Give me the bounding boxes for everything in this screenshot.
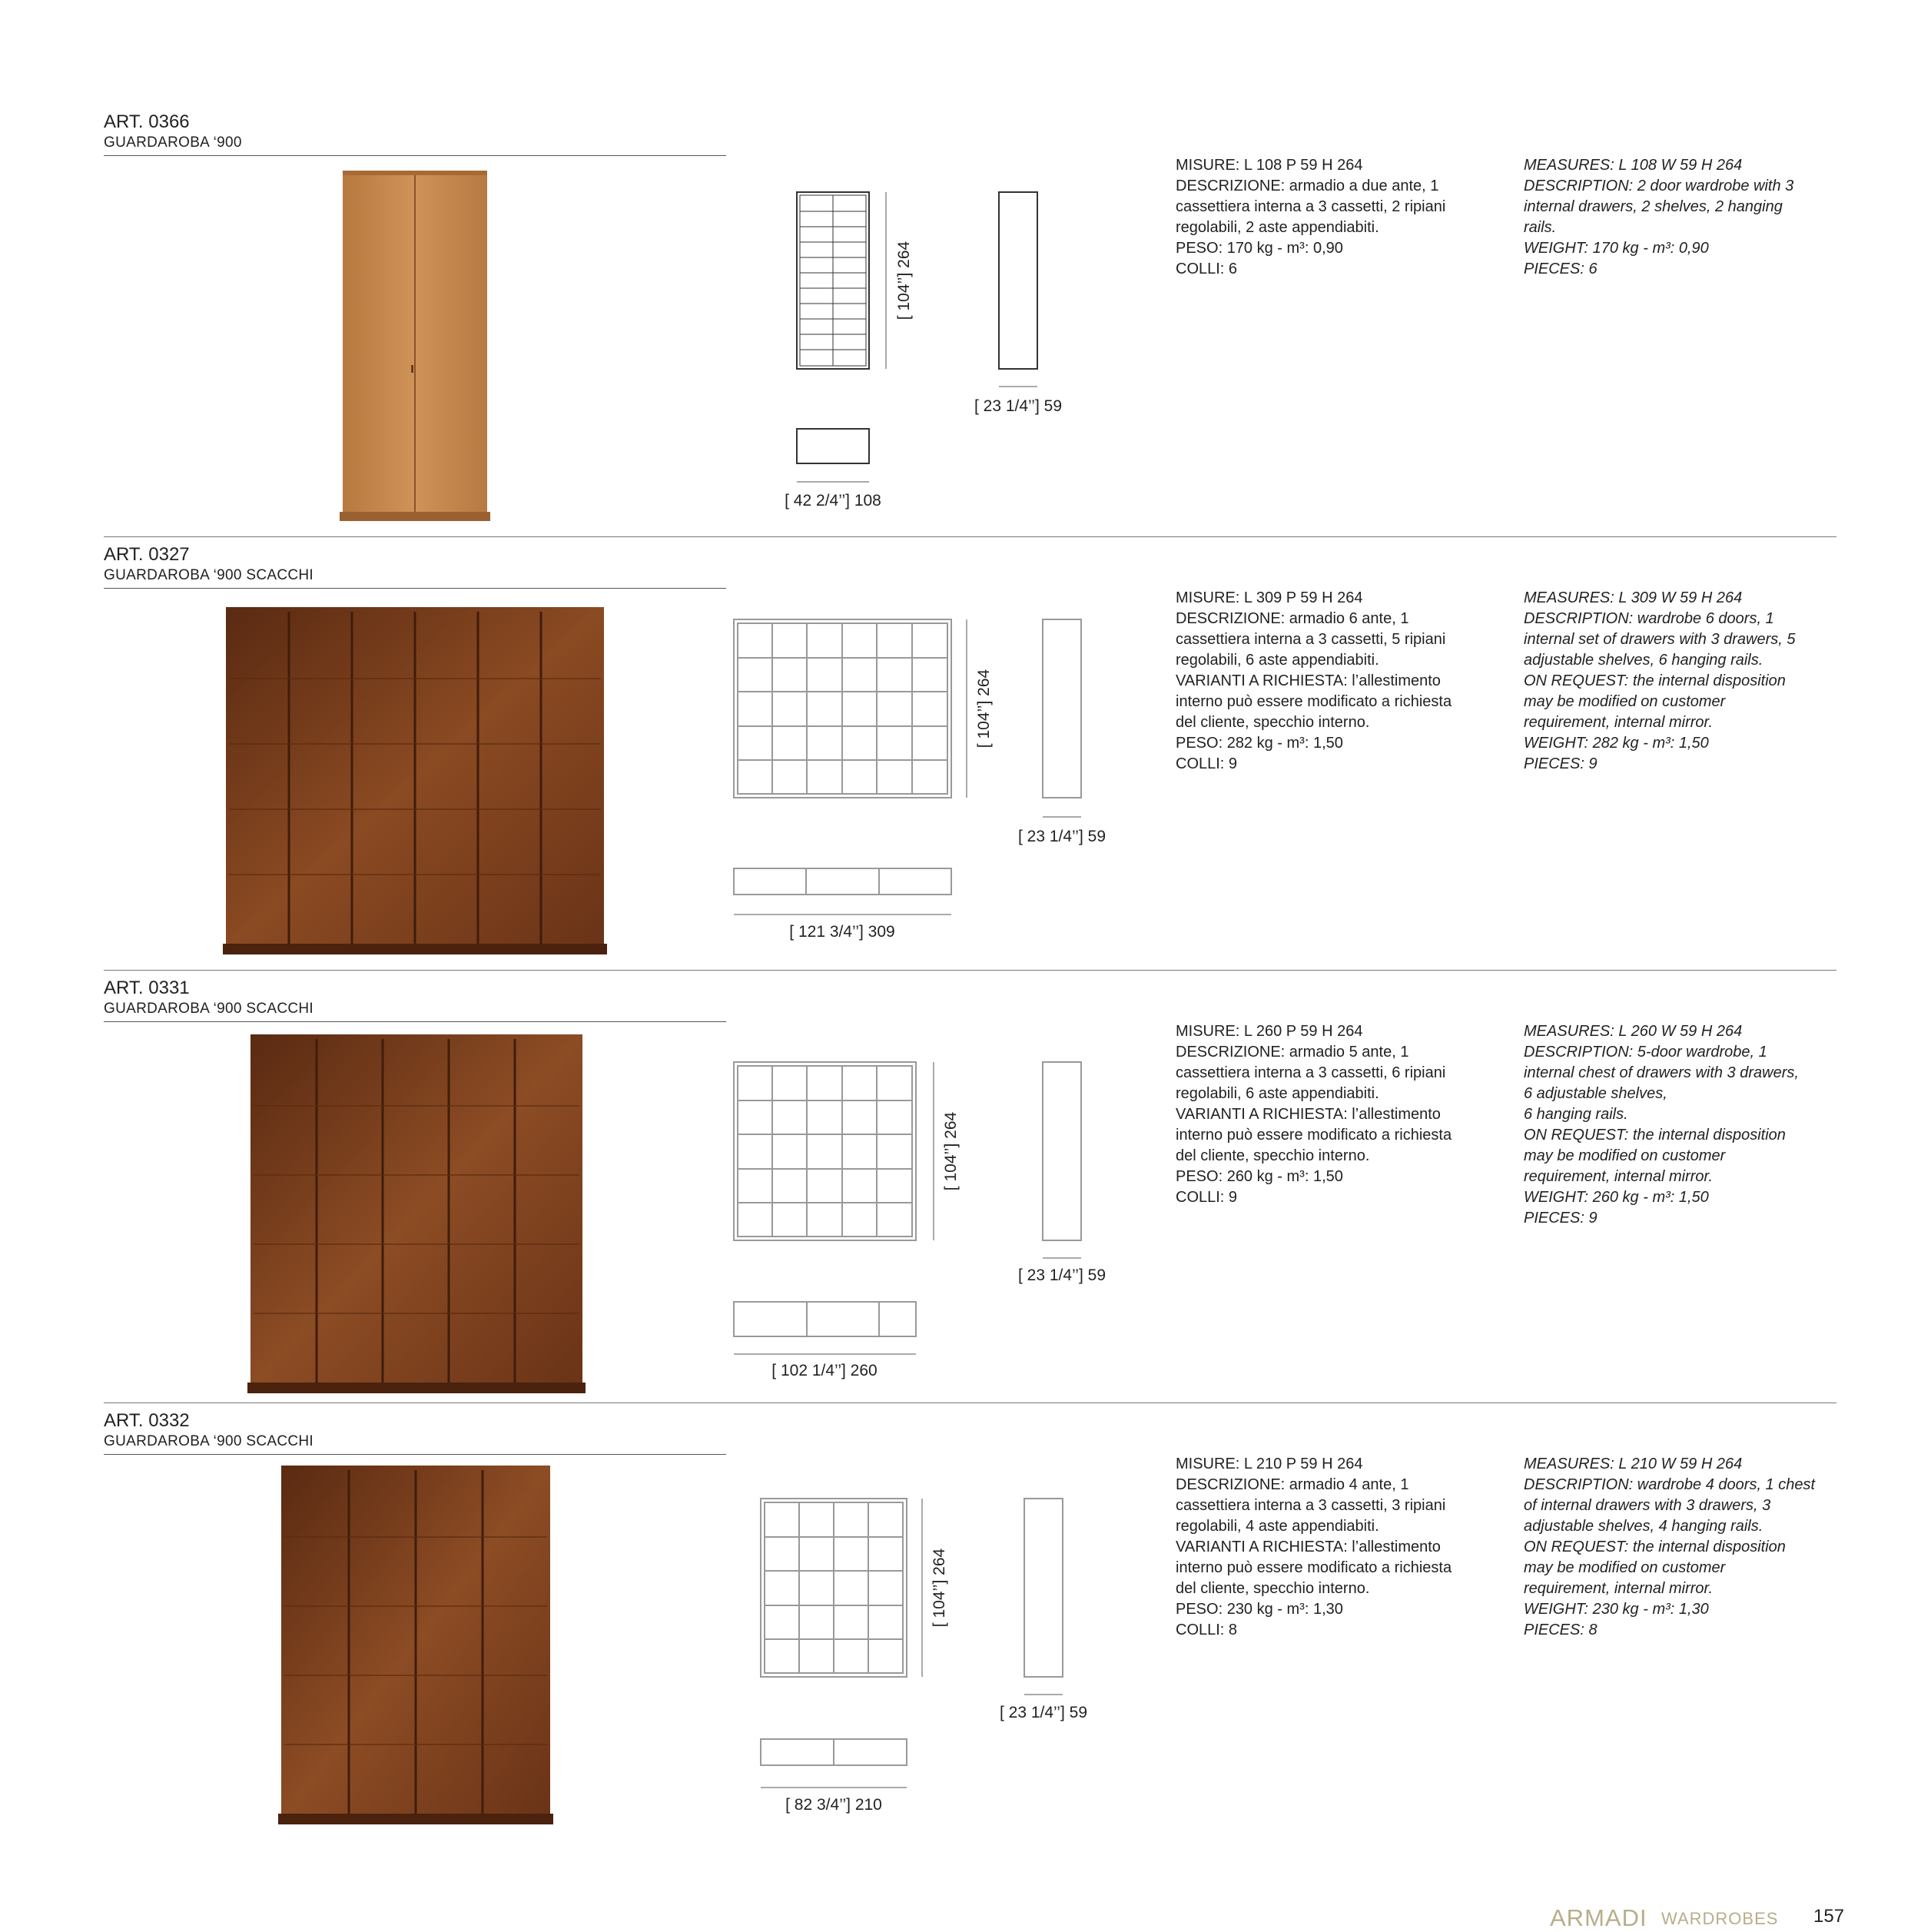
spec-line: WEIGHT: 282 kg - m³: 1,50 <box>1524 735 1709 752</box>
spec-line: may be modified on customer <box>1524 1559 1726 1576</box>
width-dimension-label: [ 82 3/4’’] 210 <box>785 1796 882 1814</box>
article-number: ART. 0332 <box>104 1410 190 1431</box>
width-dimension-label: [ 42 2/4’’] 108 <box>785 492 881 510</box>
depth-dimension-label: [ 23 1/4’’] 59 <box>1017 828 1106 845</box>
side-view <box>1043 619 1081 798</box>
article-number: ART. 0327 <box>104 544 190 565</box>
height-dimension-label: [ 104’’] 264 <box>975 669 993 749</box>
spec-line: PIECES: 9 <box>1524 755 1598 772</box>
spec-line: WEIGHT: 260 kg - m³: 1,50 <box>1524 1189 1709 1206</box>
spec-line: rails. <box>1524 219 1557 236</box>
footer-category-it: ARMADI <box>1550 1904 1647 1931</box>
product-section <box>0 978 1921 1408</box>
spec-line: WEIGHT: 170 kg - m³: 0,90 <box>1524 240 1709 257</box>
spec-line: cassettiera interna a 3 cassetti, 2 ripiani <box>1176 198 1446 215</box>
top-view <box>797 429 869 463</box>
depth-dimension-label: [ 23 1/4’’] 59 <box>999 1704 1088 1721</box>
side-view <box>1024 1499 1063 1677</box>
spec-line: MEASURES: L 309 W 59 H 264 <box>1524 589 1743 606</box>
spec-italian <box>1176 588 1498 775</box>
spec-line: PESO: 230 kg - m³: 1,30 <box>1176 1601 1343 1618</box>
spec-line: WEIGHT: 230 kg - m³: 1,30 <box>1524 1601 1709 1618</box>
width-dimension-label: [ 121 3/4’’] 309 <box>789 923 895 941</box>
spec-line: PIECES: 9 <box>1524 1210 1598 1227</box>
page-number: 157 <box>1813 1906 1845 1927</box>
spec-line: DESCRIZIONE: armadio 6 ante, 1 <box>1176 610 1409 627</box>
article-name: GUARDAROBA ‘900 SCACCHI <box>104 1433 314 1449</box>
spec-line: regolabili, 6 aste appendiabiti. <box>1176 1085 1379 1102</box>
depth-dimension-label: [ 23 1/4’’] 59 <box>974 397 1063 415</box>
height-dimension-label: [ 104’’] 264 <box>931 1548 948 1628</box>
spec-line: COLLI: 8 <box>1176 1622 1238 1638</box>
spec-line: COLLI: 6 <box>1176 261 1238 277</box>
technical-drawing <box>0 544 1153 974</box>
spec-line: internal chest of drawers with 3 drawers, <box>1524 1064 1799 1081</box>
width-dimension-label: [ 102 1/4’’] 260 <box>771 1362 878 1379</box>
article-name: GUARDAROBA ‘900 SCACCHI <box>104 567 314 583</box>
spec-line: del cliente, specchio interno. <box>1176 1147 1370 1164</box>
spec-line: interno può essere modificato a richiesta <box>1176 1559 1452 1576</box>
spec-line: PESO: 260 kg - m³: 1,50 <box>1176 1168 1343 1185</box>
spec-line: MEASURES: L 260 W 59 H 264 <box>1524 1023 1743 1040</box>
spec-english <box>1524 1454 1846 1641</box>
side-view <box>1043 1062 1081 1240</box>
technical-drawing <box>0 1410 1153 1841</box>
article-number: ART. 0331 <box>104 978 190 998</box>
spec-line: interno può essere modificato a richiesta <box>1176 1127 1452 1144</box>
spec-line: interno può essere modificato a richiesta <box>1176 693 1452 710</box>
spec-english <box>1524 155 1846 280</box>
spec-line: adjustable shelves, 4 hanging rails. <box>1524 1518 1763 1535</box>
depth-dimension-label: [ 23 1/4’’] 59 <box>1017 1266 1106 1284</box>
spec-line: COLLI: 9 <box>1176 755 1238 772</box>
spec-line: PIECES: 6 <box>1524 261 1598 277</box>
spec-line: regolabili, 4 aste appendiabiti. <box>1176 1518 1379 1535</box>
spec-line: cassettiera interna a 3 cassetti, 5 ripiani <box>1176 631 1446 648</box>
spec-line: PESO: 170 kg - m³: 0,90 <box>1176 240 1343 257</box>
front-view <box>734 1062 916 1240</box>
article-name: GUARDAROBA ‘900 <box>104 134 242 151</box>
spec-line: requirement, internal mirror. <box>1524 714 1714 731</box>
spec-line: of internal drawers with 3 drawers, 3 <box>1524 1497 1771 1514</box>
spec-line: MISURE: L 108 P 59 H 264 <box>1176 157 1363 174</box>
spec-line: 6 hanging rails. <box>1524 1106 1628 1123</box>
spec-line: DESCRIZIONE: armadio 5 ante, 1 <box>1176 1044 1409 1061</box>
spec-line: cassettiera interna a 3 cassetti, 6 ripiani <box>1176 1064 1446 1081</box>
spec-line: ON REQUEST: the internal disposition <box>1524 1539 1786 1555</box>
spec-line: DESCRIPTION: 2 door wardrobe with 3 <box>1524 178 1794 194</box>
article-name: GUARDAROBA ‘900 SCACCHI <box>104 1001 314 1017</box>
section-divider <box>104 536 1836 537</box>
spec-english <box>1524 1021 1846 1229</box>
top-view <box>734 868 951 895</box>
spec-italian <box>1176 1454 1498 1641</box>
spec-line: regolabili, 6 aste appendiabiti. <box>1176 652 1379 669</box>
spec-line: DESCRIPTION: wardrobe 4 doors, 1 chest <box>1524 1476 1816 1493</box>
spec-line: del cliente, specchio interno. <box>1176 714 1370 731</box>
product-section <box>0 111 1921 542</box>
spec-line: MISURE: L 210 P 59 H 264 <box>1176 1456 1363 1472</box>
spec-italian <box>1176 155 1498 280</box>
spec-line: PESO: 282 kg - m³: 1,50 <box>1176 735 1343 752</box>
spec-line: MISURE: L 260 P 59 H 264 <box>1176 1023 1363 1040</box>
spec-line: del cliente, specchio interno. <box>1176 1580 1370 1597</box>
spec-line: DESCRIZIONE: armadio a due ante, 1 <box>1176 178 1439 194</box>
spec-line: requirement, internal mirror. <box>1524 1168 1714 1185</box>
spec-line: MEASURES: L 210 W 59 H 264 <box>1524 1456 1743 1472</box>
front-view <box>761 1499 907 1677</box>
technical-drawing <box>0 111 1153 542</box>
top-view <box>734 1302 916 1336</box>
spec-line: internal drawers, 2 shelves, 2 hanging <box>1524 198 1783 215</box>
spec-line: DESCRIPTION: 5-door wardrobe, 1 <box>1524 1044 1767 1061</box>
front-view <box>797 192 869 369</box>
spec-line: ON REQUEST: the internal disposition <box>1524 1127 1786 1144</box>
spec-line: internal set of drawers with 3 drawers, 5 <box>1524 631 1796 648</box>
spec-line: 6 adjustable shelves, <box>1524 1085 1667 1102</box>
side-view <box>999 192 1037 369</box>
height-dimension-label: [ 104’’] 264 <box>942 1111 960 1191</box>
product-section <box>0 544 1921 974</box>
spec-line: COLLI: 9 <box>1176 1189 1238 1206</box>
spec-line: VARIANTI A RICHIESTA: l’allestimento <box>1176 1539 1441 1555</box>
top-view <box>761 1739 907 1765</box>
spec-line: MEASURES: L 108 W 59 H 264 <box>1524 157 1743 174</box>
spec-line: VARIANTI A RICHIESTA: l’allestimento <box>1176 672 1441 689</box>
spec-line: MISURE: L 309 P 59 H 264 <box>1176 589 1363 606</box>
spec-line: requirement, internal mirror. <box>1524 1580 1714 1597</box>
front-view <box>734 619 951 798</box>
spec-line: may be modified on customer <box>1524 693 1726 710</box>
article-number: ART. 0366 <box>104 111 190 132</box>
section-divider <box>104 970 1836 971</box>
spec-line: VARIANTI A RICHIESTA: l’allestimento <box>1176 1106 1441 1123</box>
footer-category-en: WARDROBES <box>1661 1909 1779 1928</box>
product-section <box>0 1410 1921 1841</box>
spec-line: ON REQUEST: the internal disposition <box>1524 672 1786 689</box>
spec-line: adjustable shelves, 6 hanging rails. <box>1524 652 1763 669</box>
spec-line: cassettiera interna a 3 cassetti, 3 ripiani <box>1176 1497 1446 1514</box>
spec-line: PIECES: 8 <box>1524 1622 1598 1638</box>
spec-italian <box>1176 1021 1498 1208</box>
spec-line: regolabili, 2 aste appendiabiti. <box>1176 219 1379 236</box>
height-dimension-label: [ 104’’] 264 <box>895 241 913 320</box>
spec-english <box>1524 588 1846 775</box>
spec-line: DESCRIPTION: wardrobe 6 doors, 1 <box>1524 610 1774 627</box>
spec-line: DESCRIZIONE: armadio 4 ante, 1 <box>1176 1476 1409 1493</box>
spec-line: may be modified on customer <box>1524 1147 1726 1164</box>
technical-drawing <box>0 978 1153 1408</box>
